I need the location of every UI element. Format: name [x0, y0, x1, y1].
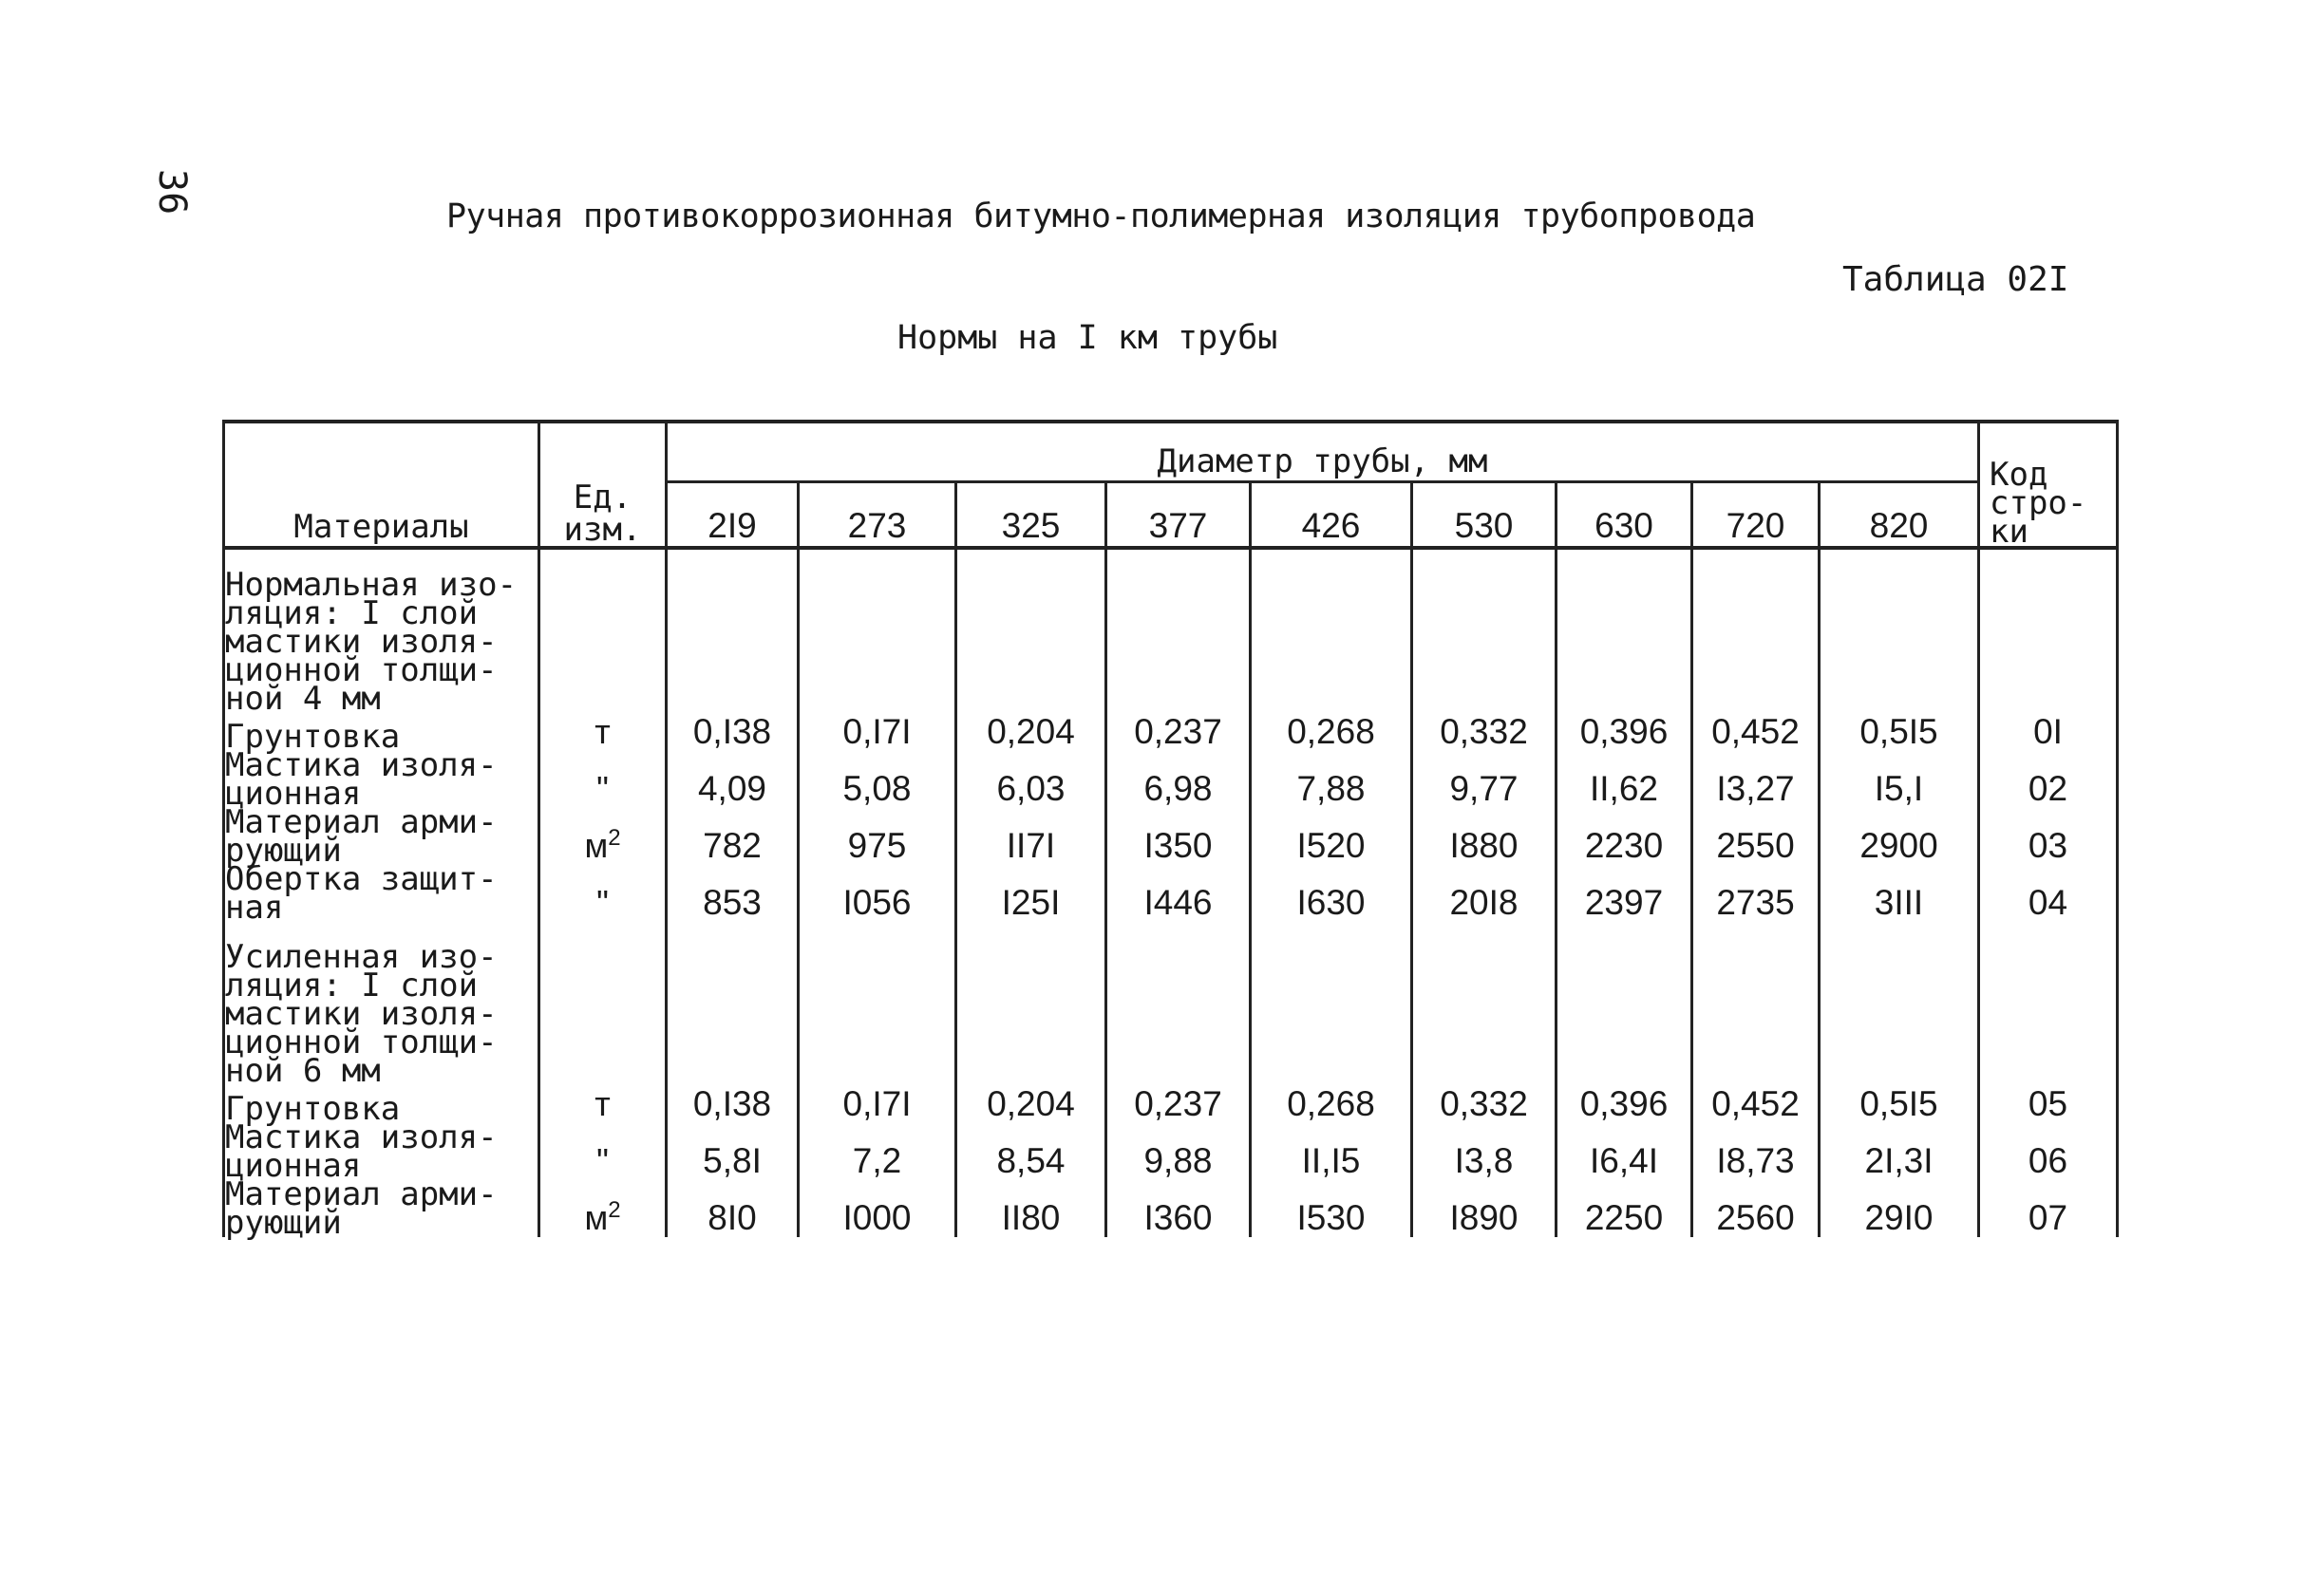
empty-cell [1979, 548, 2118, 713]
value-cell: 0,I7I [799, 1085, 956, 1123]
header-diameter: 325 [956, 482, 1106, 549]
row-code: 06 [1979, 1123, 2118, 1180]
material-name: Обертка защит- ная [224, 865, 539, 922]
value-cell: 2397 [1557, 865, 1692, 922]
material-name: Мастика изоля- ционная [224, 1123, 539, 1180]
norms-table [222, 420, 2119, 1242]
value-cell: 29I0 [1820, 1180, 1979, 1237]
value-cell: 2230 [1557, 808, 1692, 865]
unit-cell: т [539, 713, 667, 751]
empty-cell [799, 922, 956, 1085]
table-row [224, 865, 2118, 922]
empty-cell [1412, 922, 1557, 1085]
value-cell: I3,8 [1412, 1123, 1557, 1180]
empty-cell [1106, 548, 1251, 713]
value-cell: 0,452 [1692, 1085, 1820, 1123]
value-cell: I25I [956, 865, 1106, 922]
table-row [224, 1123, 2118, 1180]
unit-cell: т [539, 1085, 667, 1123]
table-row [224, 751, 2118, 808]
value-cell: I630 [1251, 865, 1412, 922]
value-cell: I890 [1412, 1180, 1557, 1237]
value-cell: 853 [667, 865, 799, 922]
section-label: Нормальная изо- ляция: I слой мастики изоля- ционной толщи- ной 4 мм [224, 548, 539, 713]
value-cell: 0,332 [1412, 713, 1557, 751]
empty-cell [1557, 548, 1692, 713]
value-cell: II7I [956, 808, 1106, 865]
value-cell: I6,4I [1557, 1123, 1692, 1180]
table-row [224, 808, 2118, 865]
row-code: 03 [1979, 808, 2118, 865]
material-name: Грунтовка [224, 713, 539, 751]
value-cell: 0,I38 [667, 1085, 799, 1123]
empty-cell [667, 922, 799, 1085]
header-diameter: 820 [1820, 482, 1979, 549]
empty-cell [1820, 548, 1979, 713]
row-code: 02 [1979, 751, 2118, 808]
unit-cell: $м^2$ [539, 1180, 667, 1237]
material-name: Материал арми- рующий [224, 1180, 539, 1237]
table-label: Таблица 02I [1842, 260, 2069, 299]
material-name: Мастика изоля- ционная [224, 751, 539, 808]
value-cell: I350 [1106, 808, 1251, 865]
value-cell: 0,204 [956, 713, 1106, 751]
value-cell: I520 [1251, 808, 1412, 865]
value-cell: 2I,3I [1820, 1123, 1979, 1180]
header-diameter: 273 [799, 482, 956, 549]
empty-cell [1979, 922, 2118, 1085]
header-diameter: 426 [1251, 482, 1412, 549]
table-row [224, 1180, 2118, 1237]
empty-cell [1692, 922, 1820, 1085]
empty-cell [956, 922, 1106, 1085]
value-cell: 2550 [1692, 808, 1820, 865]
empty-cell [1106, 922, 1251, 1085]
row-code: 07 [1979, 1180, 2118, 1237]
value-cell: 0,237 [1106, 713, 1251, 751]
value-cell: I8,73 [1692, 1123, 1820, 1180]
value-cell: I880 [1412, 808, 1557, 865]
value-cell: I446 [1106, 865, 1251, 922]
unit-cell: " [539, 1123, 667, 1180]
value-cell: 8,54 [956, 1123, 1106, 1180]
value-cell: 0,452 [1692, 713, 1820, 751]
value-cell: 2560 [1692, 1180, 1820, 1237]
value-cell: 975 [799, 808, 956, 865]
header-diameter: 720 [1692, 482, 1820, 549]
value-cell: I530 [1251, 1180, 1412, 1237]
value-cell: 0,5I5 [1820, 1085, 1979, 1123]
row-code: 0I [1979, 713, 2118, 751]
value-cell: 7,88 [1251, 751, 1412, 808]
empty-cell [1557, 922, 1692, 1085]
table-row [224, 1085, 2118, 1123]
empty-cell [667, 548, 799, 713]
value-cell: I360 [1106, 1180, 1251, 1237]
value-cell: I000 [799, 1180, 956, 1237]
empty-cell [1692, 548, 1820, 713]
value-cell: 9,88 [1106, 1123, 1251, 1180]
value-cell: II,62 [1557, 751, 1692, 808]
empty-cell [539, 922, 667, 1085]
material-name: Грунтовка [224, 1085, 539, 1123]
empty-cell [1251, 548, 1412, 713]
value-cell: 0,204 [956, 1085, 1106, 1123]
header-diameter: 630 [1557, 482, 1692, 549]
value-cell: 0,5I5 [1820, 713, 1979, 751]
value-cell: 5,08 [799, 751, 956, 808]
value-cell: II80 [956, 1180, 1106, 1237]
value-cell: 0,396 [1557, 1085, 1692, 1123]
header-unit: Ед. изм. [539, 422, 667, 548]
value-cell: I5,I [1820, 751, 1979, 808]
value-cell: 0,I38 [667, 713, 799, 751]
value-cell: 0,I7I [799, 713, 956, 751]
value-cell: 0,237 [1106, 1085, 1251, 1123]
value-cell: 6,03 [956, 751, 1106, 808]
header-code: Код стро- ки [1979, 422, 2118, 548]
material-name: Материал арми- рующий [224, 808, 539, 865]
value-cell: 0,268 [1251, 713, 1412, 751]
header-materials: Материалы [224, 422, 539, 548]
header-diameter: 2I9 [667, 482, 799, 549]
empty-cell [799, 548, 956, 713]
value-cell: 4,09 [667, 751, 799, 808]
empty-cell [539, 548, 667, 713]
page-number: 36 [150, 169, 194, 216]
row-code: 05 [1979, 1085, 2118, 1123]
table-body [224, 548, 2118, 1242]
section-row [224, 548, 2118, 713]
row-code: 04 [1979, 865, 2118, 922]
value-cell: 6,98 [1106, 751, 1251, 808]
table-subtitle: Нормы на I км трубы [897, 319, 1278, 357]
value-cell: 3III [1820, 865, 1979, 922]
value-cell: 2900 [1820, 808, 1979, 865]
header-diameter-group: Диаметр трубы, мм [667, 422, 1979, 482]
empty-cell [956, 548, 1106, 713]
table-row [224, 713, 2118, 751]
unit-cell: " [539, 751, 667, 808]
header-diameter: 377 [1106, 482, 1251, 549]
unit-cell: " [539, 865, 667, 922]
value-cell: 5,8I [667, 1123, 799, 1180]
section-label: Усиленная изо- ляция: I слой мастики изоля- ционной толщи- ной 6 мм [224, 922, 539, 1085]
value-cell: 782 [667, 808, 799, 865]
value-cell: II,I5 [1251, 1123, 1412, 1180]
empty-cell [1820, 922, 1979, 1085]
value-cell: 2250 [1557, 1180, 1692, 1237]
value-cell: 9,77 [1412, 751, 1557, 808]
unit-cell: $м^2$ [539, 808, 667, 865]
value-cell: 2735 [1692, 865, 1820, 922]
header-diameter: 530 [1412, 482, 1557, 549]
value-cell: 0,396 [1557, 713, 1692, 751]
value-cell: 7,2 [799, 1123, 956, 1180]
section-row [224, 922, 2118, 1085]
value-cell: I056 [799, 865, 956, 922]
document-title: Ручная противокоррозионная битумно-полимерная изоляция трубопровода [446, 197, 1756, 235]
value-cell: 8I0 [667, 1180, 799, 1237]
empty-cell [1412, 548, 1557, 713]
value-cell: 20I8 [1412, 865, 1557, 922]
value-cell: I3,27 [1692, 751, 1820, 808]
value-cell: 0,268 [1251, 1085, 1412, 1123]
empty-cell [1251, 922, 1412, 1085]
value-cell: 0,332 [1412, 1085, 1557, 1123]
